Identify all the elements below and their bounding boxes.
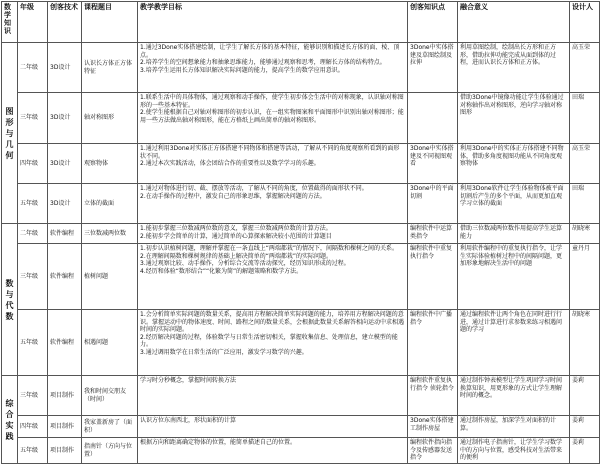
maker-point-cell: 3Done实体搭建工制作房屋 <box>408 416 458 438</box>
designer-cell: 田瑞 <box>570 93 600 144</box>
table-row <box>2 376 600 416</box>
header-goal: 教学教学目标 <box>138 2 408 43</box>
goal-cell: 1.会分析简单实际问题的数量关系，提高用方程解决简单实际问题的能力，培养用方程解决问题的意识。掌握运动中的物体速度、时间、路程之间的数量关系，会根据此数量关系解答相向运动中求相遇时间的实际问题。 2.经历解决问题的过程，体验数学与日常生活密切相关，掌握收集信息、处理信息，建立模型的能力。 3.通过调用数学在日常生活的广泛应用，激发学习数学的兴趣。 <box>138 310 408 376</box>
header-topic: 课程题目 <box>82 2 138 43</box>
maker-point-cell: 3Done中实体搭建及草图绘制及拉伸 <box>408 43 458 93</box>
topic-cell: 指南针（方向与位置） <box>82 438 138 464</box>
tech-cell: 项目制作 <box>48 376 82 416</box>
table-row <box>2 93 600 144</box>
grade-cell: 四年级 <box>18 144 48 184</box>
meaning-cell: 利用草图绘制，绘制出长方形和正方形，借助拉伸功能完成从面到体的过程，进而认识长方体和正方体。 <box>458 43 570 93</box>
category-algebra: 数与代数 <box>2 224 18 376</box>
goal-cell: 1.能初步掌握三位数减两位数的意义，掌握三位数减两位数的计算方法。 2.能初步学会简单的计算，通过简单的心算探索解决较小范围的计算题目 <box>138 224 408 244</box>
header-tech: 创客技术 <box>48 2 82 43</box>
table-row <box>2 416 600 438</box>
goal-cell: 1.联系生活中的具体物体，通过观察和动手操作，使学生初步体会生活中的对称现象，认识轴对称图形的一些基本特征。 2.使学生能根据自己对轴对称图形的初步认识，在一组实物图案和平面图形中识别出轴对称图形；能用一些方法做出轴对称图形，能在方格纸上画出简单的轴对称图形。 <box>138 93 408 144</box>
table-row <box>2 144 600 184</box>
table-row <box>2 310 600 376</box>
maker-point-cell <box>408 93 458 144</box>
designer-cell: 姜莉 <box>570 416 600 438</box>
designer-cell: 童丹月 <box>570 244 600 310</box>
goal-cell: 1.通过利用3Done对实体正方体搭建不同物体和搭建等活动，了解从不同的角度观察所看到的面形状不同。 2.通过本次实践活动，体会团结合作的重要性以及数学学习的乐趣。 <box>138 144 408 184</box>
grade-cell: 五年级 <box>18 184 48 224</box>
meaning-cell: 借助3Done中镜像功能让学生体验通过对称轴作出对称图形，逆向学习轴对称图形 <box>458 93 570 144</box>
tech-cell: 项目制作 <box>48 438 82 464</box>
grade-cell: 三年级 <box>18 244 48 310</box>
meaning-cell: 通过编程软件让两个角色在同时进行行进，通过计算进行求参数来练习相遇问题的学习 <box>458 310 570 376</box>
tech-cell: 项目制作 <box>48 416 82 438</box>
maker-point-cell: 3Done中的平面切割 <box>408 184 458 224</box>
goal-cell: 根据方向和距离确定物体的位置，能简单描述自己的位置。 <box>138 438 408 464</box>
goal-cell: 认识方位东南西北，形状面积的计算 <box>138 416 408 438</box>
meaning-cell: 利用3Done中的实体正方体搭建不同物体，借助多角度视图功能从不同角度观察物体 <box>458 144 570 184</box>
meaning-cell: 利用软件编程中的重复执行指令，让学生实际体验植树过程中的间隔问题，更加形象地解决生活中的问题 <box>458 244 570 310</box>
category-geometry: 图形与几何 <box>2 43 18 224</box>
meaning-cell: 通过制作钟表模型让学生巩固学习时间换算知识，用更形象的方式让学生理解时间的概念。 <box>458 376 570 416</box>
table-row <box>2 43 600 93</box>
designer-cell: 姜莉 <box>570 438 600 464</box>
tech-cell: 3D设计 <box>48 43 82 93</box>
curriculum-table <box>1 1 600 464</box>
goal-cell: 1.通过3Done实体搭建绘制，让学生了解长方体的基本特征，能够识别和描述长方体的面、棱、顶点。 2.培养学生的空间想象能力和抽象思维能力，能够通过观察和思考，理解长方体的结构特点。 3.培养学生运用长方体知识解决实际问题的能力，提高学生的数学应用意识。 <box>138 43 408 93</box>
tech-cell: 软件编程 <box>48 224 82 244</box>
topic-cell: 我和时间交朋友（时间） <box>82 376 138 416</box>
goal-cell: 学习时分秒概念，掌握时间转换方法 <box>138 376 408 416</box>
header-grade: 年级 <box>18 2 48 43</box>
header-designer: 设计人 <box>570 2 600 43</box>
maker-point-cell: 编程软件中广播指令 <box>408 310 458 376</box>
designer-cell: 高玉荣 <box>570 144 600 184</box>
grade-cell: 三年级 <box>18 93 48 144</box>
maker-point-cell: 编程软件中重复执行指令 <box>408 244 458 310</box>
goal-cell: 1.通过对物体进行切、截、摆放等活动，了解从不同的角度，位置截得的面形状不同。 2.在动手操作的过程中，激发自己的形象思维，掌握解决问题的方法。 <box>138 184 408 224</box>
topic-cell: 轴对称图形 <box>82 93 138 144</box>
meaning-cell: 通过制作电子指南针，让学生学习数学中的方向与位置，感受科技对生活带来的便利 <box>458 438 570 464</box>
maker-point-cell: 编程软件指向指令及传感器发送指令 <box>408 438 458 464</box>
table-row <box>2 244 600 310</box>
tech-cell: 3D设计 <box>48 144 82 184</box>
designer-cell: 姜莉 <box>570 376 600 416</box>
topic-cell: 认识长方体正方体特征 <box>82 43 138 93</box>
topic-cell: 立体的截面 <box>82 184 138 224</box>
meaning-cell: 借助三位数减两位数作用提高学生运算能力 <box>458 224 570 244</box>
topic-cell: 三位数减两位数 <box>82 224 138 244</box>
header-meaning: 融合意义 <box>458 2 570 43</box>
topic-cell: 观察物体 <box>82 144 138 184</box>
meaning-cell: 利用3Done软件让学生体验物体被平面切割后产生的多个平面，从而更加直观学习立体的截面 <box>458 184 570 224</box>
topic-cell: 相遇问题 <box>82 310 138 376</box>
category-practice: 综合实践 <box>2 376 18 464</box>
header-subject: 数学知识 <box>2 2 18 43</box>
grade-cell: 二年级 <box>18 43 48 93</box>
header-row <box>2 2 600 43</box>
designer-cell: 高玉荣 <box>570 43 600 93</box>
designer-cell: 胡晓寒 <box>570 224 600 244</box>
table-row <box>2 438 600 464</box>
designer-cell: 胡晓寒 <box>570 310 600 376</box>
tech-cell: 软件编程 <box>48 244 82 310</box>
table-row <box>2 184 600 224</box>
grade-cell: 五年级 <box>18 310 48 376</box>
header-maker-point: 创客知识点 <box>408 2 458 43</box>
tech-cell: 3D设计 <box>48 93 82 144</box>
grade-cell: 五年级 <box>18 438 48 464</box>
designer-cell: 田瑞 <box>570 184 600 224</box>
grade-cell: 三年级 <box>18 376 48 416</box>
tech-cell: 3D设计 <box>48 184 82 224</box>
goal-cell: 1.初步认识植树问题，理解并掌握在一条直线上“两端都栽”的情况下，间隔数和棵树之间的关系。 2.在理解间隔数和棵树规律的基础上解决简单的“两端都栽”的实际问题。 3.通过观察比较、动手操作，分析综合交流等活动探究，经历知识形成的过程。 4.经历和体验“数形结合”“化繁为简”的解题策略和数学方法。 <box>138 244 408 310</box>
maker-point-cell: 3Done中实体搭建及不同视图观看 <box>408 144 458 184</box>
grade-cell: 四年级 <box>18 416 48 438</box>
grade-cell: 二年级 <box>18 224 48 244</box>
topic-cell: 植树问题 <box>82 244 138 310</box>
table-row <box>2 224 600 244</box>
meaning-cell: 通过制作房屋，加深学生对面积的计算。 <box>458 416 570 438</box>
maker-point-cell: 编程软件重复执行指令 侦轮指令 <box>408 376 458 416</box>
topic-cell: 我家盖新房了（面积） <box>82 416 138 438</box>
maker-point-cell: 编程软件中运算类指令 <box>408 224 458 244</box>
tech-cell: 软件编程 <box>48 310 82 376</box>
